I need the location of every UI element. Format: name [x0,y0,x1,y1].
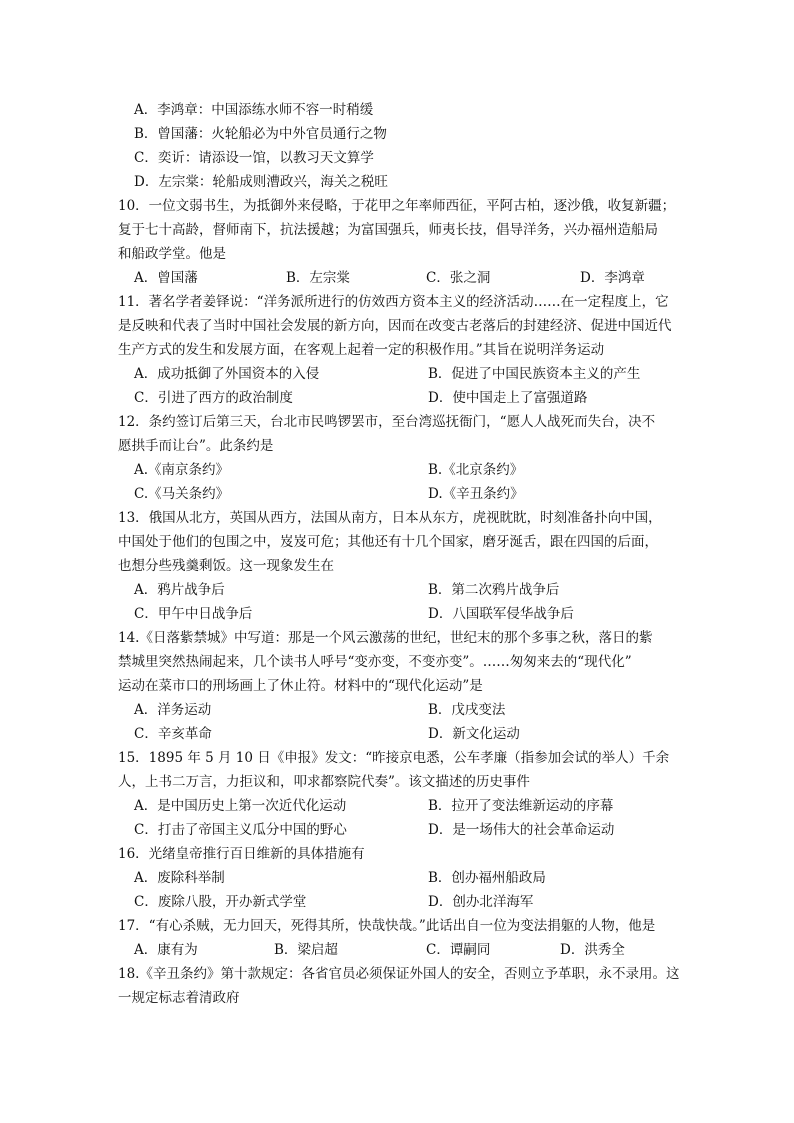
q11-options-row2 [134,388,694,408]
q12-stem-line1: 12．条约签订后第三天，台北市民鸣锣罢市，至台湾巡抚衙门，“愿人人战死而失台，决不 [118,414,656,430]
q15-option-c: C．打击了帝国主义瓜分中国的野心 [134,822,347,838]
q17-option-d: D．洪秀全 [560,942,625,958]
q16-option-b: B．创办福州船政局 [428,870,546,886]
q13-stem-line3: 也想分些残羹剩饭。这一现象发生在 [118,558,334,574]
q12-options-row2 [134,484,694,504]
q14-options-row1 [134,700,694,720]
q14-stem-line2: 禁城里突然热闹起来，几个读书人呼号“变亦变，不变亦变”。……匆匆来去的“现代化” [118,654,632,670]
q14-stem-line3: 运动在菜市口的刑场画上了休止符。材料中的“现代化运动”是 [118,678,483,694]
q14-option-d: D．新文化运动 [428,726,520,742]
q17-option-c: C．谭嗣同 [426,942,491,958]
q17-option-b: B．梁启超 [274,942,338,958]
q10-option-c: C．张之洞 [426,270,491,286]
q17-option-a: A．康有为 [134,942,198,958]
q9-option-b: B．曾国藩：火轮船必为中外官员通行之物 [134,126,387,142]
q10-option-d: D．李鸿章 [580,270,645,286]
q13-option-a: A．鸦片战争后 [134,582,225,598]
q17-stem-line1: 17．“有心杀贼，无力回天，死得其所，快哉快哉。”此话出自一位为变法捐躯的人物，他是 [118,918,656,934]
q10-stem-line3: 和船政学堂。他是 [118,246,226,262]
q14-stem-line1: 14.《日落紫禁城》中写道：那是一个风云激荡的世纪，世纪末的那个多事之秋，落日的紫 [118,630,653,646]
q15-option-b: B．拉开了变法维新运动的序幕 [428,798,614,814]
q16-stem-line1: 16．光绪皇帝推行百日维新的具体措施有 [118,846,365,862]
q15-option-a: A．是中国历史上第一次近代化运动 [134,798,347,814]
q11-stem-line1: 11．著名学者姜铎说：“洋务派所进行的仿效西方资本主义的经济活动……在一定程度上，它 [118,294,669,310]
q13-option-c: C．甲午中日战争后 [134,606,253,622]
q10-stem-line2: 复于七十高龄，督师南下，抗法援越；为富国强兵，师夷长技，倡导洋务，兴办福州造船局 [118,222,658,238]
q15-option-d: D．是一场伟大的社会革命运动 [428,822,615,838]
q12-option-a: A.《南京条约》 [134,462,230,478]
q16-options-row1 [134,868,694,888]
q13-options-row1 [134,580,694,600]
q15-options-row2 [134,820,694,840]
q11-options-row1 [134,364,694,384]
q9-option-a: A．李鸿章：中国添练水师不容一时稍缓 [134,102,374,118]
q12-option-d: D.《辛丑条约》 [428,486,524,502]
q9-option-d: D．左宗棠：轮船成则漕政兴，海关之税旺 [134,174,388,190]
q14-option-b: B．戊戌变法 [428,702,506,718]
q12-stem-line2: 愿拱手而让台”。此条约是 [118,438,274,454]
q11-option-b: B．促进了中国民族资本主义的产生 [428,366,641,382]
q16-options-row2 [134,892,694,912]
q12-option-b: B.《北京条约》 [428,462,524,478]
q13-stem-line1: 13．俄国从北方，英国从西方，法国从南方，日本从东方，虎视眈眈，时刻准备扑向中国， [118,510,662,526]
q10-options [134,268,694,288]
q10-option-b: B．左宗棠 [286,270,350,286]
q11-stem-line2: 是反映和代表了当时中国社会发展的新方向，因而在改变古老落后的封建经济、促进中国近代 [118,318,672,334]
q10-option-a: A．曾国藩 [134,270,198,286]
q12-options-row1 [134,460,694,480]
q11-option-a: A．成功抵御了外国资本的入侵 [134,366,320,382]
q16-option-d: D．创办北洋海军 [428,894,534,910]
q16-option-a: A．废除科举制 [134,870,225,886]
q13-stem-line2: 中国处于他们的包围之中，岌岌可危；其他还有十几个国家，磨牙涎舌，跟在四国的后面， [118,534,658,550]
q15-options-row1 [134,796,694,816]
q17-options [134,940,694,960]
q13-option-d: D．八国联军侵华战争后 [428,606,574,622]
q11-stem-line3: 生产方式的发生和发展方面，在客观上起着一定的积极作用。”其旨在说明洋务运动 [118,342,605,358]
q18-stem-line2: 一规定标志着清政府 [118,990,240,1006]
q10-stem-line1: 10．一位文弱书生，为抵御外来侵略，于花甲之年率师西征，平阿古柏，逐沙俄，收复新疆； [118,198,676,214]
q16-option-c: C．废除八股，开办新式学堂 [134,894,307,910]
q15-stem-line2: 人，上书二万言，力拒议和，叩求都察院代奏”。该文描述的历史事件 [118,774,530,790]
q11-option-d: D．使中国走上了富强道路 [428,390,588,406]
q15-stem-line1: 15．1895 年 5 月 10 日《申报》发文：“昨接京电悉，公车孝廉（指参加会试的举人）千余 [118,750,670,766]
q13-options-row2 [134,604,694,624]
q14-option-c: C．辛亥革命 [134,726,212,742]
q14-options-row2 [134,724,694,744]
q9-option-c: C．奕䜣：请添设一馆，以教习天文算学 [134,150,374,166]
q13-option-b: B．第二次鸦片战争后 [428,582,560,598]
q11-option-c: C．引进了西方的政治制度 [134,390,293,406]
q18-stem-line1: 18.《辛丑条约》第十款规定：各省官员必须保证外国人的安全，否则立予革职，永不录用。这 [118,966,680,982]
q12-option-c: C.《马关条约》 [134,486,230,502]
q14-option-a: A．洋务运动 [134,702,212,718]
